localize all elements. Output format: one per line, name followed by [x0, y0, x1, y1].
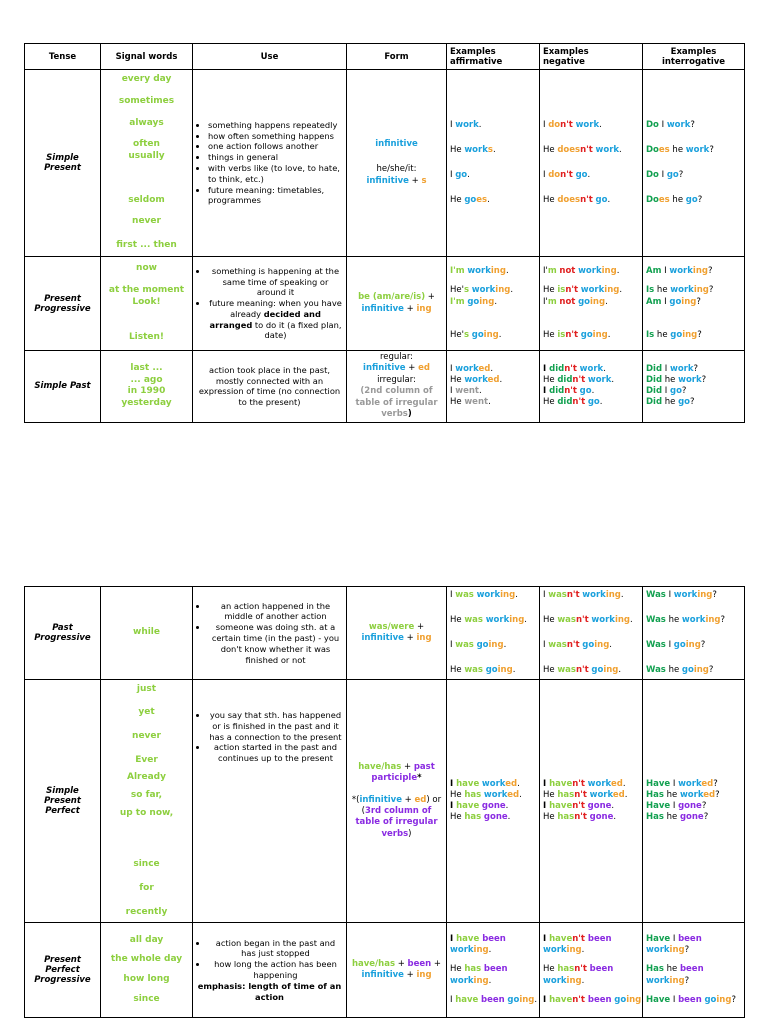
- signal-words: while: [101, 587, 193, 680]
- use-cell: • you say that sth. has happened or is finished in the past and it has a connection to the present • action started in the past and continues up to the present: [193, 680, 347, 923]
- use-cell: • something is happening at the same time of speaking or around it • future meaning: when you have already decided and arranged to do it (a fixed plan, date): [193, 257, 347, 351]
- use-cell: action took place in the past, mostly connected with an expression of time (no connection to the present): [193, 351, 347, 423]
- examples-negative: I'm not working. He isn't working. I'm not going. He isn't going.: [540, 257, 643, 351]
- header-examples-negative: Examples negative: [540, 44, 643, 70]
- use-cell: • something happens repeatedly • how often something happens • one action follows another • things in general • with verbs like (to love, to hate, to think, etc.) • future meaning: timetables, programmes: [193, 70, 347, 257]
- tense-label: Present Perfect Progressive: [25, 923, 101, 1018]
- examples-negative: I haven't been working. He hasn't been working. I haven't been going.: [540, 923, 643, 1018]
- form-cell: regular: infinitive + ed irregular: (2nd column of table of irregular verbs): [347, 351, 447, 423]
- header-row: [25, 44, 745, 70]
- header-form: Form: [347, 44, 447, 70]
- use-cell: • action began in the past and has just stopped • how long the action has been happening emphasis: length of time of an action: [193, 923, 347, 1018]
- examples-negative: I wasn't working. He wasn't working. I wasn't going. He wasn't going.: [540, 587, 643, 680]
- row-present-progressive: [25, 257, 745, 351]
- form-cell: have/has + past participle* *(infinitive + ed) or (3rd column of table of irregular verbs): [347, 680, 447, 923]
- examples-interrogative: Do I work? Does he work? Do I go? Does he go?: [643, 70, 745, 257]
- signal-words: last ... ... ago in 1990 yesterday: [101, 351, 193, 423]
- tense-label: Simple Present: [25, 70, 101, 257]
- tenses-table-top: [24, 43, 745, 423]
- signal-words: now at the moment Look! Listen!: [101, 257, 193, 351]
- examples-negative: I haven't worked. He hasn't worked. I haven't gone. He hasn't gone.: [540, 680, 643, 923]
- tense-label: Simple Past: [25, 351, 101, 423]
- examples-interrogative: Did I work? Did he work? Did I go? Did he go?: [643, 351, 745, 423]
- row-simple-present: [25, 70, 745, 257]
- row-past-progressive: [25, 587, 745, 680]
- examples-affirmative: I worked. He worked. I went. He went.: [447, 351, 540, 423]
- examples-interrogative: Was I working? Was he working? Was I going? Was he going?: [643, 587, 745, 680]
- tense-label: Present Progressive: [25, 257, 101, 351]
- form-cell: was/were + infinitive + ing: [347, 587, 447, 680]
- header-tense: Tense: [25, 44, 101, 70]
- signal-words: just yet never Ever Already so far, up to now, since for recently: [101, 680, 193, 923]
- signal-words: every day sometimes always often usually seldom never first ... then: [101, 70, 193, 257]
- examples-affirmative: I have been working. He has been working. I have been going.: [447, 923, 540, 1018]
- examples-interrogative: Am I working? Is he working? Am I going? Is he going?: [643, 257, 745, 351]
- signal-words: all day the whole day how long since: [101, 923, 193, 1018]
- tenses-table-bottom: [24, 586, 745, 1018]
- form-cell: have/has + been + infinitive + ing: [347, 923, 447, 1018]
- header-use: Use: [193, 44, 347, 70]
- row-present-perfect-progressive: [25, 923, 745, 1018]
- row-simple-past: [25, 351, 745, 423]
- row-simple-present-perfect: [25, 680, 745, 923]
- examples-interrogative: Have I worked? Has he worked? Have I gone? Has he gone?: [643, 680, 745, 923]
- examples-affirmative: I work. He works. I go. He goes.: [447, 70, 540, 257]
- form-cell: be (am/are/is) + infinitive + ing: [347, 257, 447, 351]
- use-cell: • an action happened in the middle of another action • someone was doing sth. at a certain time (in the past) - you don't know whether it was finished or not: [193, 587, 347, 680]
- examples-interrogative: Have I been working? Has he been working? Have I been going?: [643, 923, 745, 1018]
- tense-label: Simple Present Perfect: [25, 680, 101, 923]
- examples-negative: I didn't work. He didn't work. I didn't go. He didn't go.: [540, 351, 643, 423]
- examples-affirmative: I'm working. He's working. I'm going. He's going.: [447, 257, 540, 351]
- header-examples-interrogative: Examples interrogative: [643, 44, 745, 70]
- examples-negative: I don't work. He doesn't work. I don't go. He doesn't go.: [540, 70, 643, 257]
- header-examples-affirmative: Examples affirmative: [447, 44, 540, 70]
- examples-affirmative: I have worked. He has worked. I have gone. He has gone.: [447, 680, 540, 923]
- header-signal-words: Signal words: [101, 44, 193, 70]
- form-cell: infinitive he/she/it: infinitive + s: [347, 70, 447, 257]
- examples-affirmative: I was working. He was working. I was going. He was going.: [447, 587, 540, 680]
- tense-label: Past Progressive: [25, 587, 101, 680]
